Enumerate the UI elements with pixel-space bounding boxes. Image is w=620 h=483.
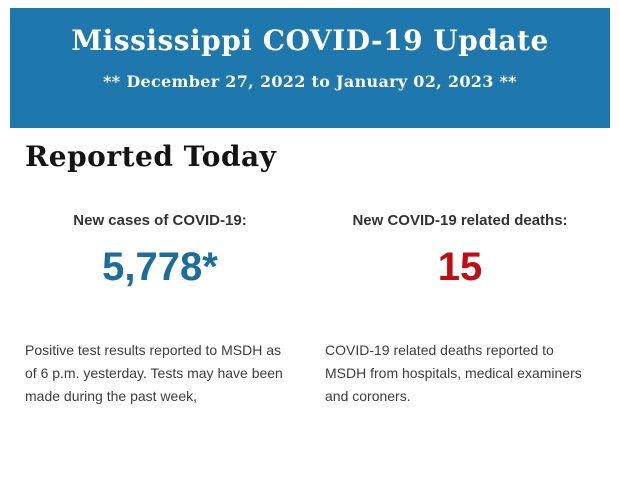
page-title: Mississippi COVID-19 Update xyxy=(71,24,549,57)
new-cases-description: Positive test results reported to MSDH as of 6 p.m. yesterday. Tests may have been made during the past week, xyxy=(25,342,283,404)
stat-new-cases xyxy=(25,212,295,408)
stat-new-deaths xyxy=(325,212,595,408)
new-cases-value: 5,778* xyxy=(102,245,218,289)
header-banner xyxy=(10,8,610,128)
new-deaths-label: New COVID-19 related deaths: xyxy=(352,212,568,229)
new-deaths-description: COVID-19 related deaths reported to MSDH from hospitals, medical examiners and coroners. xyxy=(325,342,582,404)
new-cases-label: New cases of COVID-19: xyxy=(73,212,247,229)
stats-grid xyxy=(25,212,595,408)
date-range: ** December 27, 2022 to January 02, 2023 ** xyxy=(103,72,517,91)
section-heading-reported-today: Reported Today xyxy=(25,140,277,173)
new-deaths-value: 15 xyxy=(437,245,483,289)
